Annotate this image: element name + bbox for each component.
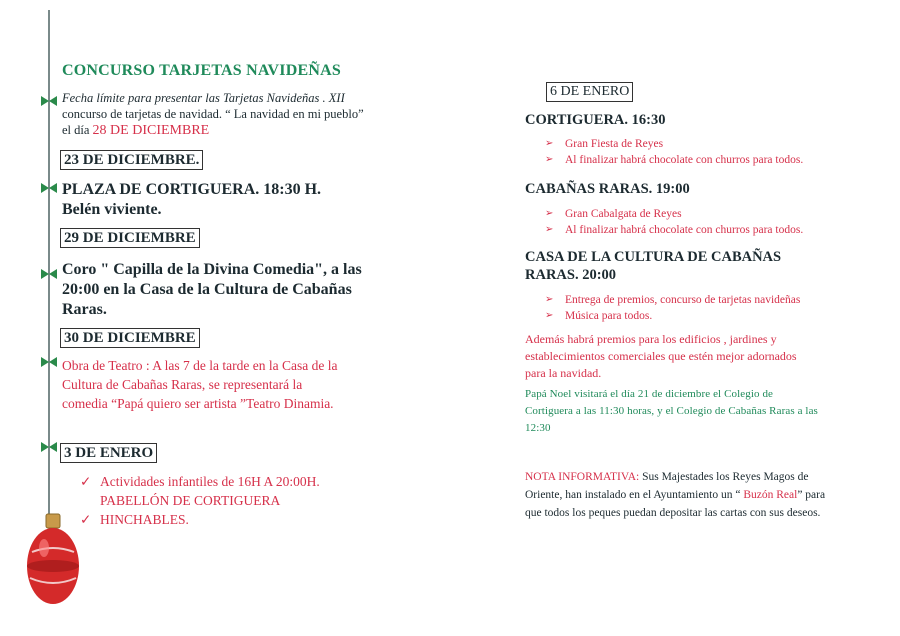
event-line: Belén viviente.: [62, 201, 162, 218]
papa-noel-line: Cortiguera a las 11:30 horas, y el Colegio de Cabañas Raras a las: [525, 405, 818, 417]
list-item: ➢ Al finalizar habrá chocolate con churros para todos.: [545, 222, 803, 238]
item-text: HINCHABLES.: [100, 512, 189, 527]
prizes-line: Además habrá premios para los edificios , jardines y: [525, 332, 777, 346]
nota-text: que todos los peques puedan depositar las cartas con sus deseos.: [525, 507, 821, 519]
christmas-ornament-icon: [22, 508, 84, 608]
section-list-casa-cultura: [545, 292, 800, 324]
event-coro: [62, 260, 362, 320]
date-box-6-ene: 6 DE ENERO: [546, 82, 633, 102]
event-line: Obra de Teatro : A las 7 de la tarde en la Casa de la: [62, 358, 338, 373]
event-line: PLAZA DE CORTIGUERA. 18:30 H.: [62, 181, 322, 198]
list-item: ➢ Gran Cabalgata de Reyes: [545, 206, 803, 222]
prizes-line: establecimientos comerciales que estén mejor adornados: [525, 349, 797, 363]
list-item: ➢ Música para todos.: [545, 308, 800, 324]
deadline-note: [62, 90, 392, 139]
deadline-line-1: Fecha límite para presentar las Tarjetas Navideñas . XII: [62, 91, 345, 105]
item-text: PABELLÓN DE CORTIGUERA: [100, 493, 281, 508]
date-box-30-dic: 30 DE DICIEMBRE: [60, 328, 200, 348]
event-teatro: [62, 356, 337, 413]
bow-icon: [40, 356, 58, 368]
bow-icon: [40, 441, 58, 453]
date-box-23-dic: 23 DE DICIEMBRE.: [60, 150, 203, 170]
nota-text: Oriente, han instalado en el Ayuntamiento un “: [525, 489, 741, 501]
event-line: Raras.: [62, 301, 107, 318]
page-title: CONCURSO TARJETAS NAVIDEÑAS: [62, 62, 341, 79]
bow-icon: [40, 95, 58, 107]
list-item: ➢ Entrega de premios, concurso de tarjetas navideñas: [545, 292, 800, 308]
deadline-prefix: el día: [62, 123, 93, 137]
deadline-line-2: concurso de tarjetas de navidad. “ La navidad en mi pueblo”: [62, 107, 364, 121]
nota-informativa: [525, 468, 825, 522]
event-actividades: [80, 472, 320, 529]
item-text: Actividades infantiles de 16H A 20:00H.: [100, 474, 320, 489]
nota-label: NOTA INFORMATIVA:: [525, 471, 640, 483]
papa-noel-line: 12:30: [525, 422, 551, 434]
list-item: ➢ Gran Fiesta de Reyes: [545, 136, 803, 152]
event-line: 20:00 en la Casa de la Cultura de Cabañas: [62, 281, 352, 298]
section-heading-cabanas: CABAÑAS RARAS. 19:00: [525, 181, 690, 197]
bow-icon: [40, 182, 58, 194]
event-line: Coro " Capilla de la Divina Comedia", a las: [62, 261, 362, 278]
section-list-cabanas: [545, 206, 803, 238]
nota-text: Sus Majestades los Reyes Magos de: [639, 471, 809, 483]
section-heading-cortiguera: CORTIGUERA. 16:30: [525, 112, 666, 128]
deadline-date: 28 DE DICIEMBRE: [92, 123, 210, 138]
bow-icon: [40, 268, 58, 280]
prizes-note: [525, 331, 797, 382]
prizes-line: para la navidad.: [525, 366, 602, 380]
list-item: [80, 472, 320, 510]
list-item: ➢ Al finalizar habrá chocolate con churros para todos.: [545, 152, 803, 168]
papa-noel-line: Papá Noel visitará el día 21 de diciembre el Colegio de: [525, 388, 774, 400]
nota-text: ” para: [797, 489, 826, 501]
papa-noel-note: [525, 386, 818, 437]
date-box-29-dic: 29 DE DICIEMBRE: [60, 228, 200, 248]
event-plaza-cortiguera: [62, 180, 321, 220]
list-item: [80, 510, 320, 529]
buzon-real: Buzón Real: [740, 489, 798, 501]
event-line: Cultura de Cabañas Raras, se representará la: [62, 377, 303, 392]
section-list-cortiguera: [545, 136, 803, 168]
date-box-3-ene: 3 DE ENERO: [60, 443, 157, 463]
event-line: comedia “Papá quiero ser artista ”Teatro Dinamia.: [62, 396, 334, 411]
heading-line: CASA DE LA CULTURA DE CABAÑAS: [525, 249, 782, 265]
hanging-thread: [48, 10, 50, 515]
section-heading-casa-cultura: [525, 248, 781, 284]
heading-line: RARAS. 20:00: [525, 267, 617, 283]
